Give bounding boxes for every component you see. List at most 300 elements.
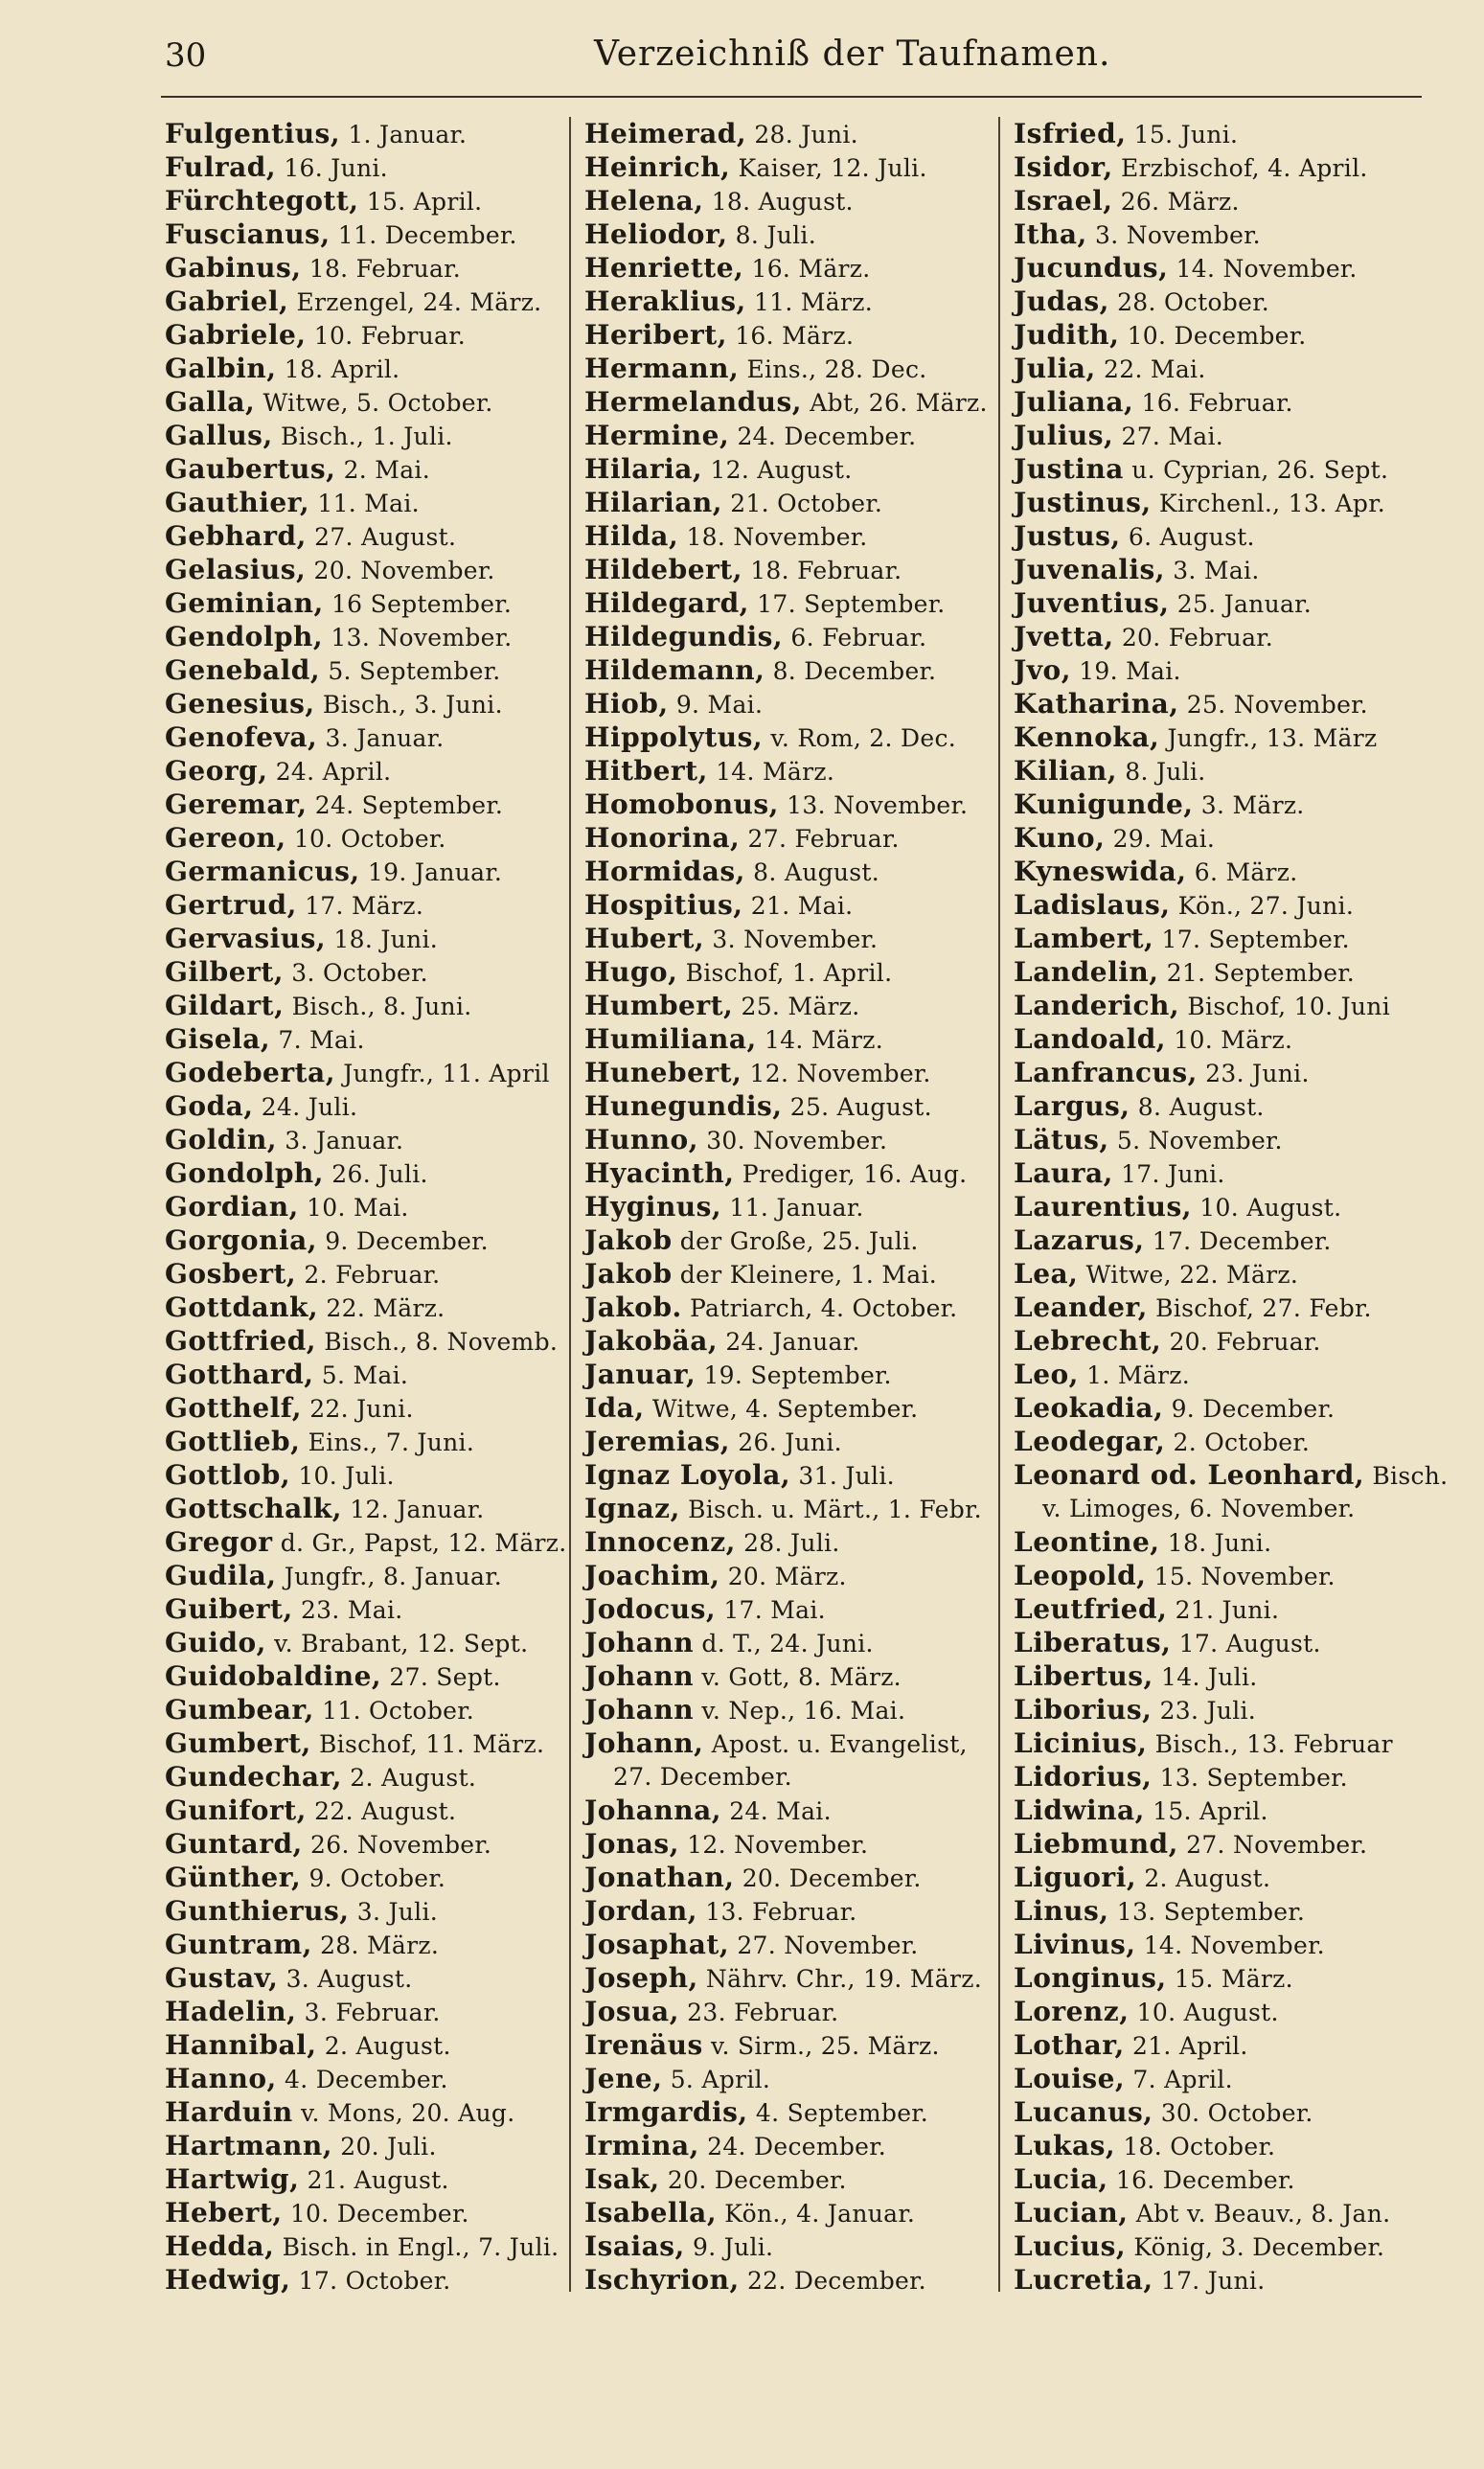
saint-name: Leontine, bbox=[1014, 1526, 1160, 1558]
saint-name: Guntram, bbox=[165, 1929, 312, 1960]
saint-name: Gauthier, bbox=[165, 487, 310, 518]
feast-date: 17. Mai. bbox=[716, 1596, 826, 1624]
list-item bbox=[1014, 2095, 1427, 2129]
list-item bbox=[584, 2229, 996, 2263]
feast-date: d. T., 24. Juni. bbox=[694, 1630, 874, 1657]
saint-name: Jonathan, bbox=[584, 1862, 735, 1893]
saint-name: Isak, bbox=[584, 2163, 660, 2195]
saint-name: Gabinus, bbox=[165, 252, 302, 284]
saint-name: Ignaz, bbox=[584, 1493, 680, 1524]
saint-name: Henriette, bbox=[584, 252, 744, 284]
saint-name: Heliodor, bbox=[584, 218, 728, 250]
feast-date: 25. August. bbox=[782, 1093, 932, 1121]
saint-name: Guidobaldine, bbox=[165, 1660, 382, 1692]
feast-date: 8. August. bbox=[1130, 1093, 1265, 1121]
saint-name: Gabriele, bbox=[165, 319, 307, 351]
feast-date: 5. September. bbox=[320, 657, 501, 685]
list-item bbox=[165, 1894, 558, 1928]
feast-date: 5. Mai. bbox=[313, 1361, 409, 1389]
feast-date: 2. Mai. bbox=[335, 456, 430, 484]
list-item bbox=[584, 788, 996, 821]
feast-date: 21. Mai. bbox=[742, 892, 854, 920]
feast-date: 21. Juni. bbox=[1167, 1596, 1280, 1624]
list-item bbox=[584, 385, 996, 419]
feast-date: 19. September. bbox=[696, 1361, 892, 1389]
feast-date: Bisch., 13. Februar bbox=[1147, 1730, 1393, 1758]
list-item bbox=[584, 821, 996, 855]
list-item bbox=[584, 2062, 996, 2095]
list-item bbox=[1014, 1626, 1427, 1659]
list-item bbox=[584, 2129, 996, 2162]
list-item bbox=[165, 318, 558, 352]
feast-date: 14. November. bbox=[1168, 255, 1358, 283]
list-item bbox=[165, 217, 558, 251]
list-item bbox=[1014, 1961, 1427, 1995]
list-item bbox=[165, 2263, 558, 2297]
saint-name: Libertus, bbox=[1014, 1660, 1153, 1692]
feast-date: 12. November. bbox=[742, 1060, 931, 1087]
list-item bbox=[165, 352, 558, 385]
feast-date: 17. December. bbox=[1144, 1227, 1332, 1255]
list-item bbox=[584, 318, 996, 352]
saint-name: Lorenz, bbox=[1014, 1996, 1130, 2027]
saint-name: Katharina, bbox=[1014, 688, 1179, 720]
list-item bbox=[165, 620, 558, 653]
feast-date: Bisch. u. Märt., 1. Febr. bbox=[679, 1496, 982, 1523]
feast-date: v. Nep., 16. Mai. bbox=[694, 1697, 906, 1725]
list-item bbox=[1014, 620, 1427, 653]
saint-name: Johanna, bbox=[584, 1795, 722, 1826]
feast-date: Bischof, 27. Febr. bbox=[1147, 1294, 1372, 1322]
list-item bbox=[584, 855, 996, 888]
saint-name: Hiob, bbox=[584, 688, 669, 720]
list-item bbox=[165, 888, 558, 922]
list-item bbox=[584, 989, 996, 1022]
saint-name: Gregor bbox=[165, 1526, 273, 1558]
saint-name: Lidorius, bbox=[1014, 1761, 1153, 1793]
feast-date: 22. December. bbox=[739, 2267, 926, 2295]
saint-name: Günther, bbox=[165, 1862, 302, 1893]
list-item bbox=[1014, 2062, 1427, 2095]
saint-name: Gudila, bbox=[165, 1560, 277, 1591]
list-item bbox=[584, 553, 996, 586]
list-item bbox=[1014, 653, 1427, 687]
column-divider bbox=[569, 117, 571, 2292]
list-item bbox=[584, 1995, 996, 2028]
feast-date: 22. Mai. bbox=[1095, 355, 1206, 383]
header-rule bbox=[161, 96, 1422, 98]
list-item bbox=[584, 1626, 996, 1659]
feast-date: Eins., 28. Dec. bbox=[739, 355, 927, 383]
feast-date: 27. Mai. bbox=[1113, 423, 1224, 450]
feast-date: Apost. u. Evangelist, bbox=[703, 1730, 968, 1758]
list-item bbox=[165, 1223, 558, 1257]
feast-date: 20. December. bbox=[659, 2166, 847, 2194]
saint-name: Fuscianus, bbox=[165, 218, 331, 250]
list-item bbox=[1014, 1659, 1427, 1693]
list-item bbox=[165, 1559, 558, 1592]
feast-date: 10. December. bbox=[282, 2200, 469, 2228]
list-item bbox=[1014, 888, 1427, 922]
feast-date: 23. Juli. bbox=[1152, 1697, 1257, 1725]
list-item bbox=[584, 1056, 996, 1089]
list-item bbox=[584, 150, 996, 184]
list-item bbox=[165, 720, 558, 754]
list-item bbox=[165, 1659, 558, 1693]
list-item bbox=[165, 553, 558, 586]
list-item bbox=[584, 1726, 996, 1760]
saint-name: Kunigunde, bbox=[1014, 789, 1194, 820]
feast-date: Prediger, 16. Aug. bbox=[734, 1160, 968, 1188]
list-item bbox=[584, 1257, 996, 1291]
feast-date: Witwe, 5. October. bbox=[255, 389, 493, 417]
saint-name: Hadelin, bbox=[165, 1996, 297, 2027]
feast-date: 10. August. bbox=[1129, 1999, 1279, 2026]
saint-name: Longinus, bbox=[1014, 1962, 1167, 1994]
saint-name: Gabriel, bbox=[165, 286, 289, 317]
feast-date: 15. April. bbox=[358, 188, 483, 216]
list-item bbox=[584, 1592, 996, 1626]
feast-date: Bischof, 1. April. bbox=[677, 959, 893, 987]
saint-name: Hermelandus, bbox=[584, 386, 803, 418]
list-item bbox=[165, 1391, 558, 1425]
list-item bbox=[165, 2129, 558, 2162]
feast-date: 27. Sept. bbox=[381, 1663, 501, 1691]
feast-date: 10. October. bbox=[285, 825, 446, 853]
feast-date: 14. November. bbox=[1135, 1932, 1325, 1959]
list-item bbox=[1014, 1726, 1427, 1760]
feast-date: 1. Januar. bbox=[340, 121, 468, 149]
list-item bbox=[1014, 352, 1427, 385]
saint-name: Jvetta, bbox=[1014, 621, 1114, 652]
feast-date: 18. Juni. bbox=[326, 926, 438, 953]
feast-date: v. Gott, 8. März. bbox=[694, 1663, 902, 1691]
list-item bbox=[165, 1425, 558, 1458]
saint-name: Julius, bbox=[1014, 420, 1114, 451]
saint-name: Gertrud, bbox=[165, 889, 297, 921]
feast-date: 22. März. bbox=[318, 1294, 445, 1322]
list-item bbox=[584, 1492, 996, 1525]
list-item bbox=[1014, 1123, 1427, 1156]
saint-name: Lukas, bbox=[1014, 2130, 1116, 2161]
feast-date: der Kleinere, 1. Mai. bbox=[672, 1261, 938, 1289]
feast-date: der Große, 25. Juli. bbox=[672, 1227, 919, 1255]
list-item bbox=[1014, 1022, 1427, 1056]
saint-name: Hospitius, bbox=[584, 889, 743, 921]
saint-name: Jvo, bbox=[1014, 654, 1071, 686]
feast-date: 17. October. bbox=[290, 2267, 451, 2295]
saint-name: Israel, bbox=[1014, 185, 1113, 217]
saint-name: Lidwina, bbox=[1014, 1795, 1145, 1826]
list-item bbox=[1014, 285, 1427, 318]
list-item bbox=[165, 1861, 558, 1894]
saint-name: Galla, bbox=[165, 386, 256, 418]
feast-date: 4. September. bbox=[747, 2099, 929, 2127]
saint-name: Humiliana, bbox=[584, 1023, 757, 1055]
feast-date: 28. October. bbox=[1108, 288, 1269, 316]
list-item bbox=[165, 1089, 558, 1123]
name-column-3 bbox=[1014, 117, 1449, 2297]
saint-name: Laurentius, bbox=[1014, 1191, 1193, 1223]
list-item bbox=[584, 1123, 996, 1156]
feast-date: 10. Mai. bbox=[298, 1194, 409, 1222]
list-item bbox=[584, 1827, 996, 1861]
saint-name: Leonard od. Leonhard, bbox=[1014, 1459, 1365, 1491]
list-item bbox=[584, 922, 996, 955]
list-item bbox=[165, 1358, 558, 1391]
saint-name: Ignaz Loyola, bbox=[584, 1459, 791, 1491]
feast-date: 22. August. bbox=[306, 1797, 457, 1825]
feast-date: u. Cyprian, 26. Sept. bbox=[1123, 456, 1389, 484]
saint-name: Liguori, bbox=[1014, 1862, 1137, 1893]
feast-date: 13. September. bbox=[1108, 1898, 1306, 1926]
feast-date: 2. Februar. bbox=[296, 1261, 441, 1289]
saint-name: Justinus, bbox=[1014, 487, 1152, 518]
saint-name: Fulgentius, bbox=[165, 118, 341, 149]
saint-name: Licinius, bbox=[1014, 1727, 1148, 1759]
saint-name: Hunebert, bbox=[584, 1057, 742, 1088]
list-item bbox=[165, 1324, 558, 1358]
saint-name: Fürchtegott, bbox=[165, 185, 359, 217]
feast-date: 23. Juni. bbox=[1197, 1060, 1310, 1087]
list-item bbox=[165, 2229, 558, 2263]
saint-name: Hyginus, bbox=[584, 1191, 722, 1223]
list-item bbox=[165, 452, 558, 486]
list-item bbox=[584, 2162, 996, 2196]
page-number: 30 bbox=[165, 36, 207, 75]
feast-date: 1. März. bbox=[1078, 1361, 1190, 1389]
feast-date: 3. Januar. bbox=[317, 724, 445, 752]
list-item bbox=[1014, 955, 1427, 989]
saint-name: Genofeva, bbox=[165, 721, 318, 753]
saint-name: Justus, bbox=[1014, 520, 1121, 552]
feast-date: 15. März. bbox=[1166, 1965, 1293, 1993]
saint-name: Harduin bbox=[165, 2096, 293, 2128]
saint-name: Hilda, bbox=[584, 520, 679, 552]
saint-name: Isidor, bbox=[1014, 151, 1113, 183]
feast-date: 20. December. bbox=[734, 1864, 922, 1892]
list-item bbox=[1014, 2196, 1427, 2229]
list-item-continuation bbox=[1014, 1492, 1427, 1525]
list-item bbox=[1014, 922, 1427, 955]
saint-name: Hildebert, bbox=[584, 554, 742, 585]
feast-date: 6. Februar. bbox=[783, 624, 927, 652]
feast-date: 28. März. bbox=[311, 1932, 440, 1959]
feast-date: 19. Januar. bbox=[359, 858, 503, 886]
saint-name: Livinus, bbox=[1014, 1929, 1136, 1960]
feast-date: 27. December. bbox=[613, 1763, 792, 1791]
feast-date: 18. April. bbox=[276, 355, 400, 383]
saint-name: Januar, bbox=[584, 1359, 696, 1390]
feast-date: 24. Juli. bbox=[253, 1093, 358, 1121]
list-item bbox=[1014, 486, 1427, 519]
list-item bbox=[1014, 2028, 1427, 2062]
list-item bbox=[1014, 1794, 1427, 1827]
feast-date: 14. März. bbox=[707, 758, 835, 786]
feast-date: 23. Mai. bbox=[292, 1596, 403, 1624]
feast-date: Bisch. in Engl., 7. Juli. bbox=[274, 2233, 559, 2261]
saint-name: Gustav, bbox=[165, 1962, 279, 1994]
saint-name: Juliana, bbox=[1014, 386, 1134, 418]
saint-name: Helena, bbox=[584, 185, 704, 217]
list-item-continuation bbox=[584, 1760, 996, 1794]
saint-name: Liebmund, bbox=[1014, 1828, 1178, 1860]
list-item bbox=[1014, 1995, 1427, 2028]
saint-name: Gunifort, bbox=[165, 1795, 307, 1826]
list-item bbox=[165, 855, 558, 888]
list-item bbox=[584, 955, 996, 989]
saint-name: Gelasius, bbox=[165, 554, 307, 585]
feast-date: 3. August. bbox=[278, 1965, 413, 1993]
feast-date: 17. Juni. bbox=[1112, 1160, 1225, 1188]
saint-name: Liberatus, bbox=[1014, 1627, 1172, 1658]
feast-date: 25. März. bbox=[733, 993, 860, 1020]
feast-date: Nährv. Chr., 19. März. bbox=[697, 1965, 982, 1993]
feast-date: 20. November. bbox=[306, 557, 495, 584]
saint-name: Judas, bbox=[1014, 286, 1109, 317]
list-item bbox=[1014, 217, 1427, 251]
list-item bbox=[1014, 452, 1427, 486]
list-item bbox=[165, 1123, 558, 1156]
saint-name: Isaias, bbox=[584, 2230, 685, 2262]
saint-name: Hildegard, bbox=[584, 587, 749, 619]
saint-name: Jakob bbox=[584, 1258, 673, 1290]
feast-date: 5. April. bbox=[662, 2066, 771, 2093]
saint-name: Gaubertus, bbox=[165, 453, 336, 485]
feast-date: Abt v. Beauv., 8. Jan. bbox=[1128, 2200, 1391, 2228]
feast-date: 25. November. bbox=[1178, 691, 1368, 719]
list-item bbox=[165, 2062, 558, 2095]
feast-date: 11. Mai. bbox=[309, 490, 420, 517]
list-item bbox=[165, 989, 558, 1022]
saint-name: Johann bbox=[584, 1660, 695, 1692]
saint-name: Hildemann, bbox=[584, 654, 765, 686]
saint-name: Genesius, bbox=[165, 688, 315, 720]
feast-date: 9. December. bbox=[316, 1227, 489, 1255]
list-item bbox=[1014, 2229, 1427, 2263]
feast-date: 11. December. bbox=[330, 221, 517, 249]
saint-name: Hippolytus, bbox=[584, 721, 764, 753]
feast-date: 17. September. bbox=[1153, 926, 1350, 953]
saint-name: Judith, bbox=[1014, 319, 1120, 351]
saint-name: Hunno, bbox=[584, 1124, 698, 1155]
list-item bbox=[584, 1022, 996, 1056]
saint-name: Jordan, bbox=[584, 1895, 698, 1927]
feast-date: 27. November. bbox=[1177, 1831, 1368, 1859]
list-item bbox=[584, 1928, 996, 1961]
feast-date: Bisch., 8. Juni. bbox=[284, 993, 472, 1020]
feast-date: Bisch. bbox=[1364, 1462, 1449, 1490]
saint-name: Hedda, bbox=[165, 2230, 275, 2262]
feast-date: 24. December. bbox=[729, 423, 917, 450]
list-item bbox=[1014, 1861, 1427, 1894]
saint-name: Irenäus bbox=[584, 2029, 703, 2061]
saint-name: Kennoka, bbox=[1014, 721, 1160, 753]
saint-name: Gottschalk, bbox=[165, 1493, 343, 1524]
list-item bbox=[165, 1492, 558, 1525]
saint-name: Jodocus, bbox=[584, 1593, 717, 1625]
saint-name: Joachim, bbox=[584, 1560, 720, 1591]
list-item bbox=[165, 1995, 558, 2028]
list-item bbox=[1014, 989, 1427, 1022]
feast-date: Jungfr., 11. April bbox=[334, 1060, 550, 1087]
feast-date: 13. November. bbox=[778, 791, 969, 819]
saint-name: Gottlob, bbox=[165, 1459, 291, 1491]
saint-name: Juventius, bbox=[1014, 587, 1170, 619]
list-item bbox=[165, 1693, 558, 1726]
list-item bbox=[1014, 1391, 1427, 1425]
feast-date: 8. August. bbox=[744, 858, 880, 886]
feast-date: 9. Mai. bbox=[668, 691, 764, 719]
list-item bbox=[165, 2196, 558, 2229]
feast-date: Kirchenl., 13. Apr. bbox=[1151, 490, 1385, 517]
saint-name: Justina bbox=[1014, 453, 1124, 485]
list-item bbox=[1014, 553, 1427, 586]
saint-name: Goldin, bbox=[165, 1124, 278, 1155]
list-item bbox=[1014, 1056, 1427, 1089]
saint-name: Leodegar, bbox=[1014, 1426, 1166, 1457]
list-item bbox=[584, 1525, 996, 1559]
saint-name: Gisela, bbox=[165, 1023, 271, 1055]
feast-date: 20. Juli. bbox=[332, 2133, 437, 2160]
list-item bbox=[584, 687, 996, 720]
saint-name: Johann, bbox=[584, 1727, 704, 1759]
saint-name: Geremar, bbox=[165, 789, 308, 820]
feast-date: 28. Juli. bbox=[735, 1529, 840, 1557]
saint-name: Hermine, bbox=[584, 420, 730, 451]
feast-date: 20. Februar. bbox=[1161, 1328, 1321, 1356]
saint-name: Gosbert, bbox=[165, 1258, 297, 1290]
saint-name: Lambert, bbox=[1014, 923, 1154, 954]
list-item bbox=[1014, 1190, 1427, 1223]
list-item bbox=[584, 1324, 996, 1358]
list-item bbox=[584, 117, 996, 150]
list-item bbox=[165, 1794, 558, 1827]
list-item bbox=[584, 2095, 996, 2129]
list-item bbox=[584, 1223, 996, 1257]
feast-date: 3. Februar. bbox=[296, 1999, 441, 2026]
feast-date: Kön., 4. Januar. bbox=[717, 2200, 916, 2228]
list-item bbox=[1014, 855, 1427, 888]
saint-name: Gottdank, bbox=[165, 1292, 319, 1323]
feast-date: Bischof, 10. Juni bbox=[1179, 993, 1391, 1020]
feast-date: 21. August. bbox=[299, 2166, 449, 2194]
saint-name: Gumbert, bbox=[165, 1727, 311, 1759]
list-item bbox=[165, 1458, 558, 1492]
list-item bbox=[1014, 1592, 1427, 1626]
list-item bbox=[584, 217, 996, 251]
saint-name: Hannibal, bbox=[165, 2029, 317, 2061]
list-item bbox=[165, 2095, 558, 2129]
saint-name: Leutfried, bbox=[1014, 1593, 1168, 1625]
feast-date: 20. Februar. bbox=[1113, 624, 1274, 652]
feast-date: 26. Juni. bbox=[730, 1429, 842, 1456]
saint-name: Lazarus, bbox=[1014, 1224, 1145, 1256]
saint-name: Hitbert, bbox=[584, 755, 708, 787]
saint-name: Gottlieb, bbox=[165, 1426, 301, 1457]
saint-name: Leopold, bbox=[1014, 1560, 1147, 1591]
list-item bbox=[584, 352, 996, 385]
feast-date: 24. December. bbox=[698, 2133, 887, 2160]
list-item bbox=[165, 1156, 558, 1190]
saint-name: Hedwig, bbox=[165, 2264, 291, 2296]
saint-name: Josaphat, bbox=[584, 1929, 730, 1960]
saint-name: Godeberta, bbox=[165, 1057, 335, 1088]
feast-date: 24. September. bbox=[307, 791, 504, 819]
saint-name: Heimerad, bbox=[584, 118, 747, 149]
saint-name: Isabella, bbox=[584, 2197, 718, 2229]
list-item bbox=[165, 653, 558, 687]
